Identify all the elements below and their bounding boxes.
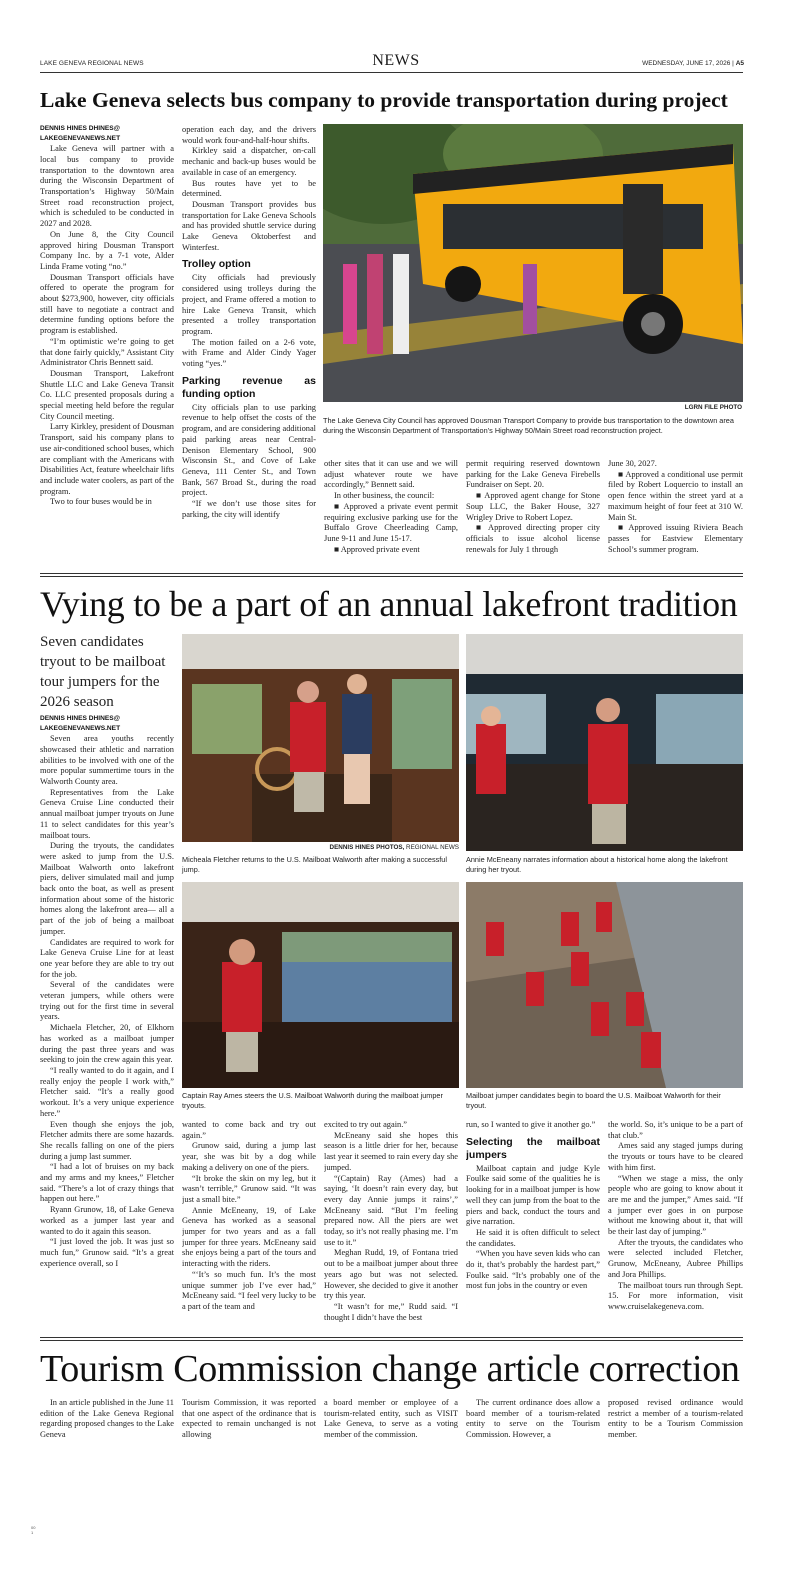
paragraph: The motion failed on a 2-6 vote, with Frame and Alder Cindy Yager voting “yes.” bbox=[182, 337, 316, 369]
story2-column-2 bbox=[182, 1120, 316, 1328]
story2-headline: Vying to be a part of an annual lakefront tradition bbox=[40, 584, 738, 624]
mailboat-photo-mceneany bbox=[466, 634, 743, 851]
photo-caption: Micheala Fletcher returns to the U.S. Mailboat Walworth after making a successful jump. bbox=[182, 855, 447, 874]
story3-column-2 bbox=[182, 1398, 316, 1448]
paragraph: a board member or employee of a tourism-related entity, such as VISIT Lake Geneva, to serve as a voting member of the commission. bbox=[324, 1398, 458, 1440]
separator: | bbox=[732, 60, 734, 67]
subhead-parking: Parking revenue as funding option bbox=[182, 374, 316, 400]
paragraph: Larry Kirkley, president of Dousman Transport, said his company plans to use air-conditioned school buses, which are compliant with the Americans with Disabilities Act, feature wheelchair lifts and include water coolers, as part of the program. bbox=[40, 422, 174, 496]
story3-column-5 bbox=[608, 1398, 743, 1448]
paragraph: wanted to come back and try out again.” bbox=[182, 1120, 316, 1140]
paragraph: During the tryouts, the candidates were asked to jump from the U.S. Mailboat Walworth onto lakefront piers, deliver simulated mail and jump back onto the boat, as well as present information about some of the historic homes along the lakefront area— all a part of the job of being a mailboat jumper. bbox=[40, 841, 174, 936]
story2-byline-2: LAKEGENEVANEWS.NET bbox=[40, 724, 121, 732]
paragraph: Ames said any staged jumps during the tryouts or tours have to be cleared with him first. bbox=[608, 1141, 743, 1172]
paragraph: Candidates are required to work for Lake Geneva Cruise Line for at least one year before they are able to try out for the job. bbox=[40, 937, 174, 979]
story1-headline: Lake Geneva selects bus company to provide transportation during project bbox=[40, 88, 728, 112]
paragraph: “I had a lot of bruises on my back and my arms and my knees,” Fletcher said. “There’s a lot of crazy things that happen out here.” bbox=[40, 1162, 174, 1204]
paragraph: “I just loved the job. It was just so much fun,” Grunow said. “It’s a great experience overall, so I bbox=[40, 1237, 174, 1268]
paragraph: the world. So, it’s unique to be a part of that club.” bbox=[608, 1120, 743, 1140]
publication-name: LAKE GENEVA REGIONAL NEWS bbox=[40, 60, 144, 67]
photo-credit bbox=[300, 844, 459, 851]
paragraph: “‘It’s so much fun. It’s the most unique summer job I’ve ever had,” McEneany said. “I feel very lucky to be a part of the team and bbox=[182, 1269, 316, 1311]
paragraph: Tourism Commission, it was reported that one aspect of the ordinance that is expected to remain unchanged is not allowing bbox=[182, 1398, 316, 1440]
paragraph: Michaela Fletcher, 20, of Elkhorn has worked as a mailboat jumper during the past three years and was seeking to join the crew again this year. bbox=[40, 1023, 174, 1065]
photo-credit-org: REGIONAL NEWS bbox=[404, 844, 459, 851]
paragraph: other sites that it can use and we will adjust whatever route we have accordingly,” Bennett said. bbox=[324, 459, 458, 490]
mailboat-photo-fletcher bbox=[182, 634, 459, 842]
photo-caption: Captain Ray Ames steers the U.S. Mailboat Walworth during the mailboat jumper tryouts. bbox=[182, 1091, 443, 1110]
paragraph: ■ Approved directing proper city officials to issue alcohol license renewals for July 1 through bbox=[466, 523, 600, 554]
story2-column-1 bbox=[40, 715, 174, 1327]
paragraph: He said it is often difficult to select the candidates. bbox=[466, 1227, 600, 1248]
mailboat-photo-captain bbox=[182, 882, 459, 1088]
story-divider bbox=[40, 1337, 743, 1338]
paragraph: Dousman Transport, Lakefront Shuttle LLC and Lake Geneva Transit Co. LLC presented proposals during a special meeting held before the regular City Council meeting. bbox=[40, 368, 174, 421]
paragraph: June 30, 2027. bbox=[608, 459, 657, 468]
paragraph: McEneany said she hopes this season is a little drier for her, because last year it seemed to rain every day she jumped. bbox=[324, 1130, 458, 1172]
page-code bbox=[31, 1525, 35, 1535]
paragraph: After the tryouts, the candidates who were selected included Fletcher, Grunow, McEneany, Aubree Phillips and Jora Phillips. bbox=[608, 1237, 743, 1279]
mailboat-photo-boarding bbox=[466, 882, 743, 1088]
paragraph: City officials had previously considered using trolleys during the project, and Frame offered a motion to hire Lake Geneva Transit, which presented a trolley transportation program. bbox=[182, 273, 316, 336]
paragraph: ■ Approved a private event permit requiring exclusive parking use for the Buffalo Grove Cheerleading Camp, June 9-11 and June 15-17. bbox=[324, 501, 458, 543]
paragraph: Meghan Rudd, 19, of Fontana tried out to be a mailboat jumper about three years ago but was not selected. However, she decided to give it another try this year. bbox=[324, 1248, 458, 1301]
paragraph: Bus routes have yet to be determined. bbox=[182, 178, 316, 199]
story2-column-3 bbox=[324, 1120, 458, 1328]
paragraph: operation each day, and the drivers would work four-and-half-hour shifts. bbox=[182, 125, 316, 145]
story1-column-1 bbox=[40, 125, 174, 559]
story-divider bbox=[40, 1340, 743, 1341]
paragraph: On June 8, the City Council approved hiring Dousman Transport Company Inc. by a 7-1 vote, Alder Linda Frame voting “no.” bbox=[40, 229, 174, 271]
paragraph: Several of the candidates were veteran jumpers, while others were trying out for the first time in several years. bbox=[40, 980, 174, 1022]
story1-byline-1: DENNIS HINES DHINES@ bbox=[40, 125, 121, 132]
story1-column-3 bbox=[324, 459, 458, 559]
story-divider bbox=[40, 573, 743, 574]
paragraph: “(Captain) Ray (Ames) had a saying, ‘It doesn’t rain every day, but every day Annie jumps it rains’,” McEneany said. “But I’m feeling prepared now. All the piers are wet today, so it’s not really phasing me. I’m use to it.” bbox=[324, 1173, 458, 1247]
school-bus-photo bbox=[323, 124, 743, 402]
paragraph: excited to try out again.” bbox=[324, 1120, 408, 1129]
paragraph: “It wasn’t for me,” Rudd said. “I thought I didn’t have the best bbox=[324, 1301, 458, 1322]
story3-column-3 bbox=[324, 1398, 458, 1448]
paragraph: “If we don’t use those sites for parking, the city will identify bbox=[182, 499, 316, 519]
paragraph: Annie McEneany, 19, of Lake Geneva has worked as a seasonal jumper for two years and as a fall jumper for three years. McEneany said she enjoys being a part of the tours and interacting with the riders. bbox=[182, 1205, 316, 1269]
subhead-trolley: Trolley option bbox=[182, 258, 251, 271]
paragraph: Seven area youths recently showcased their athletic and narration abilities to be involved with one of the more popular summertime tours in the Walworth County area. bbox=[40, 734, 174, 786]
paragraph: ■ Approved issuing Riviera Beach passes for Eastview Elementary School’s summer program. bbox=[608, 523, 743, 554]
story2-deck: Seven candidates tryout to be mailboat tour jumpers for the 2026 season bbox=[40, 634, 166, 710]
paragraph: The mailboat tours run through Sept. 15. For more information, visit www.cruiselakegeneva.com. bbox=[608, 1280, 743, 1311]
paragraph: Two to four buses would be in bbox=[50, 497, 152, 507]
story2-column-5 bbox=[608, 1120, 743, 1328]
paragraph: run, so I wanted to give it another go.” bbox=[466, 1120, 596, 1129]
paragraph: Grunow said, during a jump last year, she was bit by a dog while making a delivery on one of the piers. bbox=[182, 1141, 316, 1172]
page-number: A5 bbox=[735, 60, 744, 67]
page-code-line-1: 00 bbox=[31, 1525, 36, 1530]
paragraph: Mailboat captain and judge Kyle Foulke said some of the qualities he is looking for in a mailboat jumper is how well they can jump from the boat to the piers and back, conduct the tours and give narration. bbox=[466, 1163, 600, 1227]
story1-byline-2: LAKEGENEVANEWS.NET bbox=[40, 134, 121, 142]
story1-column-4 bbox=[466, 459, 600, 559]
paragraph: Even though she enjoys the job, Fletcher admits there are some hazards. She recalls falling on one of the piers during a jump last summer. bbox=[40, 1119, 174, 1161]
issue-date: WEDNESDAY, JUNE 17, 2026 bbox=[642, 60, 731, 67]
paragraph: Lake Geneva will partner with a local bus company to provide transportation to the downtown area during the Wisconsin Department of Transportation’s Highway 50/Main Street road reconstruction project, which is scheduled to be conducted in 2027 and 2028. bbox=[40, 144, 174, 229]
subhead-selecting: Selecting the mailboat jumpers bbox=[466, 1135, 600, 1161]
paragraph: Dousman Transport provides bus transportation for Lake Geneva Schools and has provided shuttle service during Lake Geneva Oktoberfest and Winterfest. bbox=[182, 199, 316, 252]
paragraph: City officials plan to use parking revenue to help offset the costs of the program, and are considering additional paid parking areas near Central-Denison Elementary School, 900 Wisconsin St., and Cove of Lake Geneva, 111 Center St., and Town Bank, 567 Broad St., during the road project. bbox=[182, 402, 316, 498]
paragraph: Representatives from the Lake Geneva Cruise Line conducted their annual mailboat jumper tryouts on June 11 to select candidates for this year’s mailboat tours. bbox=[40, 787, 174, 840]
story3-column-1 bbox=[40, 1398, 174, 1448]
section-name: NEWS bbox=[372, 52, 420, 69]
paragraph: “I’m optimistic we’re going to get that done fairly quickly,” Assistant City Administrator Chris Bennett said. bbox=[40, 336, 174, 368]
story-divider bbox=[40, 576, 743, 577]
page-code-line-2: 1 bbox=[31, 1530, 34, 1535]
story1-column-2 bbox=[182, 125, 316, 559]
paragraph: ■ Approved agent change for Stone Soup LLC, the Baker House, 327 Wrigley Drive to Robert Lopez. bbox=[466, 491, 600, 522]
paragraph: In other business, the council: bbox=[334, 491, 435, 501]
paragraph: Dousman Transport officials have offered to operate the program for about $273,900, however, city officials still have to negotiate a contract and determine funding options before the program is established. bbox=[40, 272, 174, 336]
story3-column-4 bbox=[466, 1398, 600, 1448]
story1-column-5 bbox=[608, 459, 743, 559]
paragraph: “It broke the skin on my leg, but it wasn’t terrible,” Grunow said. “It was just a small bite.” bbox=[182, 1173, 316, 1204]
story2-byline-1: DENNIS HINES DHINES@ bbox=[40, 715, 121, 722]
paragraph: “When you have seven kids who can do it, that’s probably the hardest part,” Foulke said. “It’s probably one of the most fun jobs in the country or even bbox=[466, 1249, 600, 1291]
paragraph: Kirkley said a dispatcher, on-call mechanic and back-up buses would be available in case of an emergency. bbox=[182, 146, 316, 177]
masthead-rule bbox=[40, 72, 743, 73]
paragraph: Ryann Grunow, 18, of Lake Geneva worked as a jumper last year and wanted to do it again this season. bbox=[40, 1205, 174, 1236]
paragraph: ■ Approved private event bbox=[334, 544, 420, 554]
photo-credit-name: DENNIS HINES PHOTOS, bbox=[329, 844, 405, 851]
paragraph: The current ordinance does allow a board member of a tourism-related entity to serve on the Tourism Commission. However, a bbox=[466, 1398, 600, 1440]
paragraph: ■ Approved a conditional use permit filed by Robert Loquercio to install an open fence within the street yard at a maximum height of four feet at 310 W. Main St. bbox=[608, 469, 743, 522]
paragraph: “When we stage a miss, the only people who are going to know about it are me and the jumper,” Ames said. “If a jumper ever goes in on purpose without me knowing about it, that will be their last day of jumping.” bbox=[608, 1173, 743, 1237]
story2-column-4 bbox=[466, 1120, 600, 1328]
paragraph: In an article published in the June 11 edition of the Lake Geneva Regional regarding proposed changes to the Lake Geneva bbox=[40, 1398, 174, 1440]
story3-headline: Tourism Commission change article correction bbox=[40, 1348, 740, 1390]
date-page bbox=[642, 60, 744, 67]
photo-caption: The Lake Geneva City Council has approved Dousman Transport Company to provide bus transportation to the downtown area during the Wisconsin Department of Transportation’s Highway 50/Main Street road reconstruction project. bbox=[323, 416, 734, 435]
photo-credit: LGRN FILE PHOTO bbox=[684, 404, 742, 411]
photo-caption: Annie McEneany narrates information about a historical home along the lakefront during her tryout. bbox=[466, 855, 728, 874]
paragraph: “I really wanted to do it again, and I really enjoy the people I work with,” Fletcher said. “It’s a really good workout. It’s a very unique experience here.” bbox=[40, 1065, 174, 1118]
paragraph: permit requiring reserved downtown parking for the Lake Geneva Firebells Fundraiser on Sept. 20. bbox=[466, 459, 600, 490]
paragraph: proposed revised ordinance would restrict a member of a tourism-related entity to be a Tourism Commission member. bbox=[608, 1398, 743, 1440]
photo-caption: Mailboat jumper candidates begin to board the U.S. Mailboat Walworth for their tryout. bbox=[466, 1091, 721, 1110]
